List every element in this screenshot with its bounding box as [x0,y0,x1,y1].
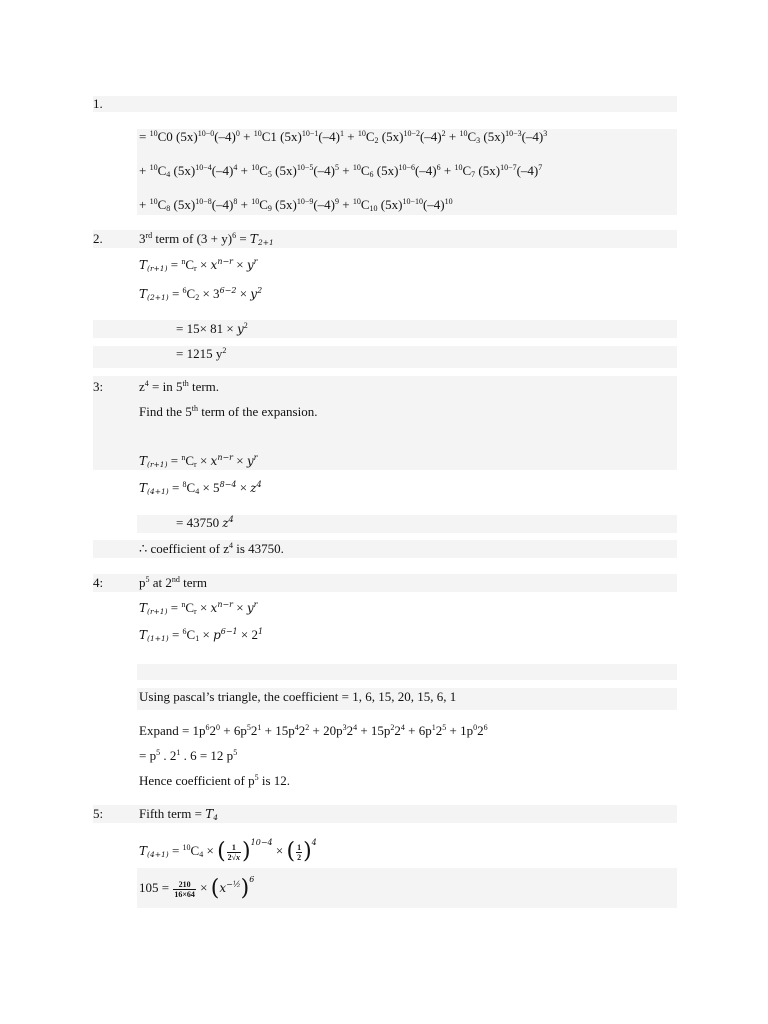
problem-1-heading [0,93,768,115]
expansion-terms: + $^{10}C_4$ $(5x)^{10-4}(-4)^4 + ^{10}C_5$ $(5x)^{10-5}(-4)^5 + ^{10}C_6$ $(5x)^{10-6}(-4)^6 + ^{10}C_7$ $(5x)^{10-7}(-4)^7$ [139,163,543,179]
problem-4-conclusion [0,770,768,792]
formula: $T(r+1) = ^nC_r \times x^{n-r} \times y^r$ [139,453,258,469]
formula: Expand = $1p^62^0 + 6p^52^1 + 15p^42^2 + 20p^32^4 + 15p^22^4 + 6p^12^5 + 1p^02^6$ [139,723,488,738]
formula: $T(1+1) = ^6C_1 \times p^{6-1} \times 2^1$ [139,627,264,643]
substituted-term [0,283,768,305]
problem-number: 3: [93,379,104,394]
formula: = 1215 $y^2$ [176,346,227,361]
problem-statement: 3rd term of $(3 + y)^6 = T2+1$ [139,231,274,247]
conclusion-text: ∴ coefficient of $z^4$ is 43750. [139,541,284,556]
problem-3-conclusion [0,538,768,560]
problem-3-instruction [0,401,768,423]
shade-row [137,664,677,680]
problem-3-heading [0,376,768,398]
equation-step [0,875,768,901]
formula: = $15\times 81 \times y^2$ [176,321,248,336]
substituted-term [0,624,768,646]
substituted-term [0,477,768,499]
problem-number: 1. [93,96,103,111]
general-term-formula [0,450,768,472]
general-term-formula [0,254,768,276]
problem-5-heading [0,803,768,825]
formula: $T(4+1) = ^{10}C_4$ × ( $\frac{1}{2√x}$ )$^{10-4}$ × ( $\frac{1}{2}$ )$^4$ [139,838,317,865]
problem-1-expansion-line-1 [0,126,768,148]
problem-2-heading [0,228,768,250]
formula: 105 = $\frac{210}{16\times 64}$ × $(x^{-\frac{1}{2}})^6$ [139,875,255,902]
computation-step [0,318,768,340]
problem-number: 4: [93,575,104,590]
problem-statement: $z^4$ = in 5th term. [139,379,220,394]
problem-1-expansion-line-2 [0,160,768,182]
problem-number: 2. [93,231,103,246]
computation-result [0,512,768,534]
general-term-formula [0,597,768,619]
expansion-line [0,720,768,742]
conclusion-text: Hence coefficient of $p^5$ is 12. [139,773,291,788]
pascal-coefficients [0,686,768,708]
problem-4-heading [0,572,768,594]
computation-step [0,745,768,767]
formula: $T(r+1) = ^nC_r \times x^{n-r} \times y^r$ [139,257,258,273]
problem-1-expansion-line-3 [0,194,768,216]
problem-statement: Fifth term = T4 [139,806,218,822]
instruction-text: Find the 5th term of the expansion. [139,404,318,419]
formula: = 43750 $z^4$ [176,515,234,530]
computation-result [0,343,768,365]
formula: $T(r+1) = ^nC_r \times x^{n-r} \times y^r$ [139,600,258,616]
expansion-terms: + $^{10}C_8$ $(5x)^{10-8}(-4)^8 + ^{10}C_9$ $(5x)^{10-9}(-4)^9 + ^{10}C_{10}$ $(5x)^{10-10}(-4)^{10}$ [139,197,453,213]
pascal-text: Using pascal’s triangle, the coefficient = 1, 6, 15, 20, 15, 6, 1 [139,689,457,704]
formula: $T(4+1) = ^8C_4 \times 5^{8-4} \times z^4$ [139,480,262,496]
expansion-terms: = $^{10}$C0 $(5x)^{10-0}(-4)^0 + ^{10}C1$ $(5x)^{10-1}(-4)^1 + ^{10}C_2$ $(5x)^{10-2}(-4)^2 + ^{10}C_3$ $(5x)^{10-3}(-4)^3$ [139,129,548,145]
formula: $T(2+1) = ^6C_2 \times 3^{6-2} \times y^2$ [139,286,263,302]
formula: = $p^5$ . $2^1$ . 6 = 12 $p^5$ [139,748,238,763]
substituted-term [0,838,768,864]
problem-number: 5: [93,806,104,821]
problem-statement: $p^5$ at 2nd term [139,575,207,590]
